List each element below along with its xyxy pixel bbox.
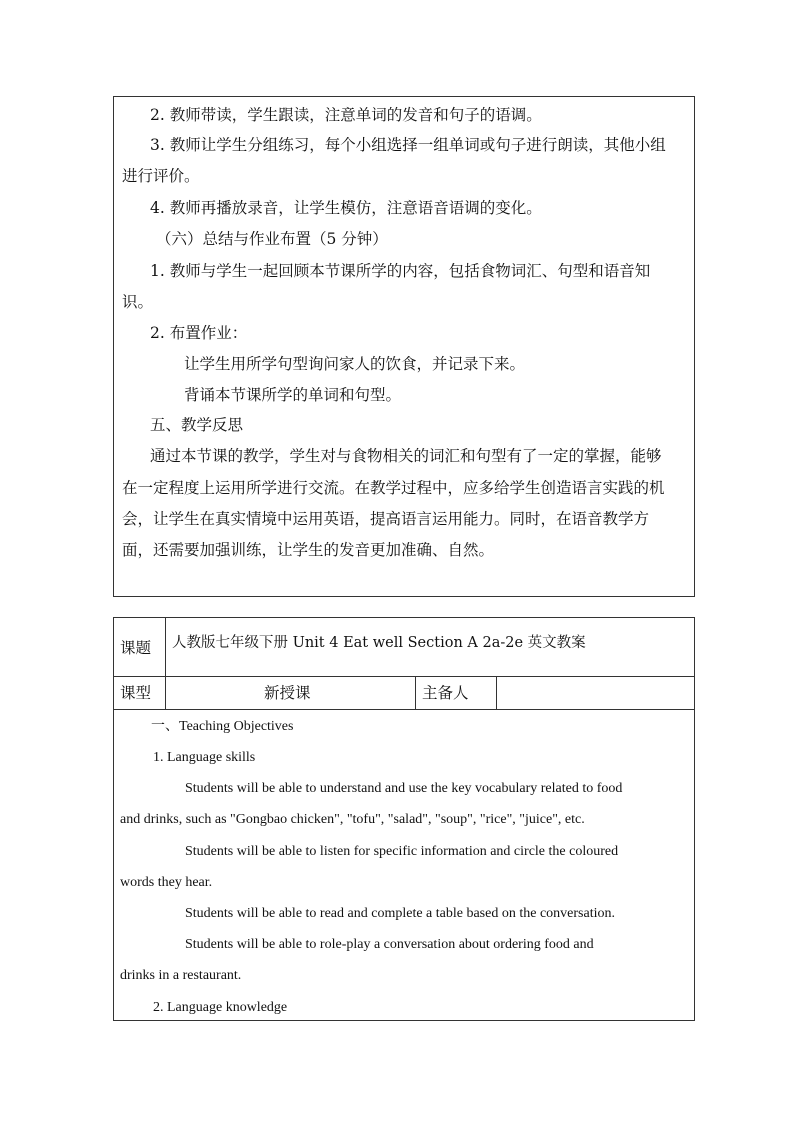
objective-line: Students will be able to read and complete a table based on the conversation. [185,906,615,921]
objective-line: Students will be able to role-play a conversation about ordering food and [185,937,594,952]
objective-line: Students will be able to listen for specific information and circle the coloured [185,844,619,859]
objectives-heading: 一、Teaching Objectives [151,719,294,734]
objective-line: words they hear. [120,875,213,890]
text-line: 进行评价。 [122,167,200,185]
subsection-heading: 2. Language knowledge [153,1000,288,1015]
text-line: 在一定程度上运用所学进行交流。在教学过程中，应多给学生创造语言实践的机 [122,479,665,497]
objective-line: drinks in a restaurant. [120,968,242,983]
preparer-label: 主备人 [422,684,469,702]
column-divider [165,618,166,709]
text-line: 让学生用所学句型询问家人的饮食，并记录下来。 [184,355,526,373]
text-line: 2. 教师带读，学生跟读，注意单词的发音和句子的语调。 [150,106,542,124]
section-heading: 五、教学反思 [150,416,244,434]
text-line: 1. 教师与学生一起回顾本节课所学的内容，包括食物词汇、句型和语音知 [150,262,651,280]
row-divider [114,676,694,677]
text-line: 4. 教师再播放录音，让学生模仿，注意语音语调的变化。 [150,199,542,217]
row-divider [114,709,694,710]
subsection-heading: 1. Language skills [153,750,256,765]
type-label: 课型 [120,684,152,702]
text-line: 3. 教师让学生分组练习，每个小组选择一组单词或句子进行朗读，其他小组 [150,136,666,154]
section-heading: （六）总结与作业布置（5 分钟） [156,230,388,248]
column-divider [496,676,497,709]
text-line: 面，还需要加强训练，让学生的发音更加准确、自然。 [122,541,495,559]
text-line: 通过本节课的教学，学生对与食物相关的词汇和句型有了一定的掌握，能够 [150,447,662,465]
column-divider [415,676,416,709]
lesson-content-continuation [113,96,695,597]
objective-line: Students will be able to understand and use the key vocabulary related to food [185,781,623,796]
type-value: 新授课 [264,684,311,702]
text-line: 识。 [122,293,154,311]
topic-value: 人教版七年级下册 Unit 4 Eat well Section A 2a-2e 英文教案 [172,635,586,651]
objective-line: and drinks, such as "Gongbao chicken", "tofu", "salad", "soup", "rice", "juice", etc. [120,812,585,827]
topic-label: 课题 [120,639,152,657]
text-line: 会，让学生在真实情境中运用英语，提高语言运用能力。同时，在语音教学方 [122,510,650,528]
lesson-plan-table [113,617,695,1021]
text-line: 2. 布置作业： [150,324,248,342]
text-line: 背诵本节课所学的单词和句型。 [184,386,402,404]
